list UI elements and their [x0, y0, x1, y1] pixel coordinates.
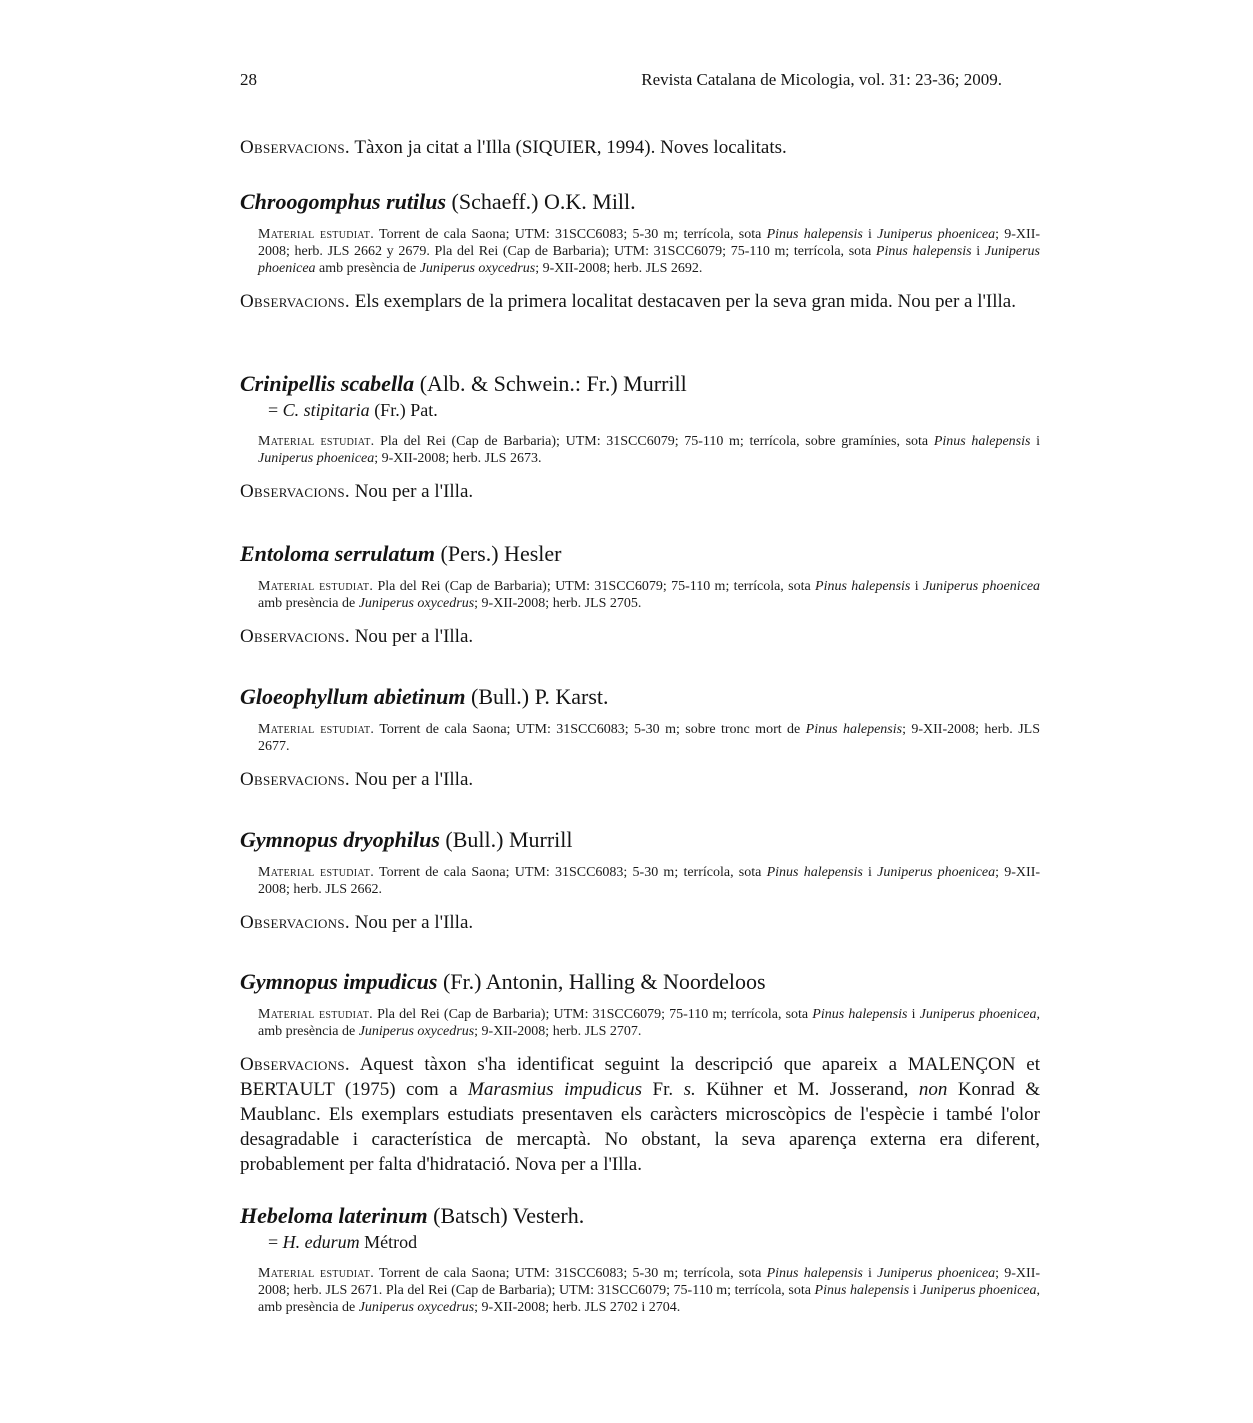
taxon-name: Juniperus phoenicea — [877, 1266, 996, 1281]
material-text: Pla del Rei (Cap de Barbaria); UTM: 31SCC6079; 75-110 m; terrícola, sobre gramínies, sota — [380, 434, 929, 449]
synonym — [268, 400, 1040, 421]
observacions-label: Observacions. — [240, 291, 350, 312]
material-text: i — [914, 579, 919, 594]
species-entry — [240, 188, 1040, 314]
species-title — [240, 683, 1040, 711]
species-name: Chroogomphus rutilus — [240, 189, 447, 214]
material-text: ; 9-XII-2008; herb. JLS 2677. — [258, 722, 1041, 754]
material-text: Pla del Rei (Cap de Barbaria); UTM: 31SCC6079; 75-110 m; terrícola, sota — [377, 579, 811, 594]
material-studied — [258, 1265, 1040, 1316]
material-label: Material estudiat. — [258, 227, 375, 242]
taxon-name: Pinus halepensis — [815, 579, 911, 594]
taxon-name: Pinus halepensis — [814, 1283, 910, 1298]
species-entry — [240, 1202, 1040, 1316]
observations — [240, 289, 1040, 314]
observation-text: Els exemplars de la primera localitat destacaven per la seva gran mida. Nou per a l'Illa. — [354, 291, 1016, 312]
observacions-label: Observacions. — [240, 769, 350, 790]
material-text: ; 9-XII-2008; herb. JLS 2662. — [258, 865, 1041, 897]
taxon-name: Pinus halepensis — [805, 722, 903, 737]
taxon-name: Juniperus phoenicea — [920, 1283, 1037, 1298]
observation-text: s. — [683, 1079, 696, 1100]
material-text: Torrent de cala Saona; UTM: 31SCC6083; 5-30 m; terrícola, sota — [379, 227, 762, 242]
taxon-name: Juniperus phoenicea — [922, 579, 1041, 594]
taxon-name: Juniperus phoenicea — [877, 865, 996, 880]
species-entry — [240, 370, 1040, 504]
species-author: (Bull.) P. Karst. — [471, 684, 609, 709]
material-text: i — [976, 244, 981, 259]
observacions-label: Observacions. — [240, 481, 350, 502]
taxon-name: Juniperus oxycedrus — [358, 1024, 475, 1039]
material-text: i — [868, 1266, 872, 1281]
species-title — [240, 540, 1040, 568]
species-title — [240, 370, 1040, 398]
taxon-name: Juniperus oxycedrus — [358, 596, 475, 611]
material-text: ; 9-XII-2008; herb. JLS 2705. — [474, 596, 642, 611]
material-text: ; 9-XII-2008; herb. JLS 2671. Pla del Rei (Cap de Barbaria); UTM: 31SCC6079; 75-110 m; terrícola, sota — [258, 1266, 1041, 1298]
observacions-label: Observacions. — [240, 137, 350, 158]
material-text: ; 9-XII-2008; herb. JLS 2662 y 2679. Pla del Rei (Cap de Barbaria); UTM: 31SCC6079; 75-110 m; terrícola, sota — [258, 227, 1041, 259]
synonym-author: (Fr.) Pat. — [374, 400, 438, 420]
journal-citation: Revista Catalana de Micologia, vol. 31: 23-36; 2009. — [641, 70, 1002, 89]
species-name: Gymnopus impudicus — [240, 969, 438, 994]
taxon-name: Juniperus oxycedrus — [419, 261, 536, 276]
material-text: amb presència de — [258, 596, 356, 611]
species-author: (Batsch) Vesterh. — [433, 1203, 585, 1228]
material-text: i — [868, 227, 872, 242]
species-author: (Bull.) Murrill — [445, 827, 573, 852]
observations — [240, 624, 1040, 649]
species-name: Hebeloma laterinum — [240, 1203, 428, 1228]
species-entry — [240, 826, 1040, 935]
material-label: Material estudiat. — [258, 1007, 373, 1022]
observation-text: Konrad & Maublanc. Els exemplars estudiats presentaven els caràcters microscòpics de l'espècie i també l'olor desagradable i característica de mercaptà. No obstant, la seva aparença externa era diferent, probablement per falta d'hidratació. Nova per a l'Illa. — [240, 1079, 1041, 1175]
species-title — [240, 968, 1040, 996]
taxon-name: Marasmius impudicus — [468, 1079, 643, 1100]
synonym-mark: = — [268, 1232, 279, 1252]
synonym — [268, 1232, 1040, 1253]
species-name: Gloeophyllum abietinum — [240, 684, 466, 709]
material-text: amb presència de — [319, 261, 417, 276]
material-studied — [258, 1006, 1040, 1040]
species-title — [240, 826, 1040, 854]
material-text: Torrent de cala Saona; UTM: 31SCC6083; 5-30 m; terrícola, sota — [379, 865, 762, 880]
material-label: Material estudiat. — [258, 722, 375, 737]
material-text: i — [911, 1007, 916, 1022]
species-title — [240, 1202, 1040, 1230]
observations — [240, 910, 1040, 935]
species-author: (Schaeff.) O.K. Mill. — [451, 189, 636, 214]
material-studied — [258, 226, 1040, 277]
material-studied — [258, 864, 1040, 898]
observation-text: Nou per a l'Illa. — [354, 481, 474, 502]
material-studied — [258, 578, 1040, 612]
synonym-author: Métrod — [364, 1232, 418, 1252]
observation-text: Nou per a l'Illa. — [354, 769, 474, 790]
observations — [240, 767, 1040, 792]
synonym-name: C. stipitaria — [282, 400, 370, 420]
synonym-mark: = — [268, 400, 279, 420]
material-text: ; 9-XII-2008; herb. JLS 2692. — [535, 261, 703, 276]
material-text: Torrent de cala Saona; UTM: 31SCC6083; 5-30 m; sobre tronc mort de — [379, 722, 801, 737]
material-text: i — [1036, 434, 1041, 449]
taxon-name: Juniperus phoenicea — [258, 451, 375, 466]
observation-text: Nou per a l'Illa. — [354, 912, 474, 933]
synonym-name: H. edurum — [282, 1232, 360, 1252]
observacions-label: Observacions. — [240, 1054, 350, 1075]
taxon-name: Pinus halepensis — [766, 227, 863, 242]
material-text: i — [868, 865, 872, 880]
observation-text: Tàxon ja citat a l'Illa (SIQUIER, 1994). Noves localitats. — [354, 137, 787, 158]
species-author: (Alb. & Schwein.: Fr.) Murrill — [419, 371, 687, 396]
species-author: (Pers.) Hesler — [440, 541, 562, 566]
intro-observations — [240, 135, 1040, 160]
observacions-label: Observacions. — [240, 626, 350, 647]
taxon-name: Pinus halepensis — [766, 865, 863, 880]
taxon-name: Pinus halepensis — [933, 434, 1031, 449]
observation-text: non — [918, 1079, 948, 1100]
material-studied — [258, 433, 1040, 467]
material-label: Material estudiat. — [258, 1266, 375, 1281]
observation-text: Aquest tàxon s'ha identificat seguint la descripció que apareix a MALENÇON et BERTAULT (1975) com a — [240, 1054, 1041, 1100]
material-text: Pla del Rei (Cap de Barbaria); UTM: 31SCC6079; 75-110 m; terrícola, sota — [377, 1007, 809, 1022]
material-label: Material estudiat. — [258, 865, 375, 880]
observations — [240, 1052, 1040, 1177]
observation-text: Fr. — [652, 1079, 674, 1100]
taxon-name: Pinus halepensis — [766, 1266, 863, 1281]
observation-text: Nou per a l'Illa. — [354, 626, 474, 647]
species-entry — [240, 683, 1040, 792]
observacions-label: Observacions. — [240, 912, 350, 933]
species-title — [240, 188, 1040, 216]
taxon-name: Juniperus phoenicea — [877, 227, 996, 242]
running-header — [240, 70, 1002, 100]
taxon-name: Pinus halepensis — [875, 244, 972, 259]
species-name: Crinipellis scabella — [240, 371, 415, 396]
material-label: Material estudiat. — [258, 579, 374, 594]
species-name: Gymnopus dryophilus — [240, 827, 440, 852]
material-text: ; 9-XII-2008; herb. JLS 2707. — [474, 1024, 642, 1039]
material-text: Torrent de cala Saona; UTM: 31SCC6083; 5-30 m; terrícola, sota — [379, 1266, 762, 1281]
taxon-name: Pinus halepensis — [812, 1007, 908, 1022]
taxon-name: Juniperus oxycedrus — [358, 1300, 475, 1315]
material-text: , amb presència de — [258, 1007, 1040, 1039]
material-text: i — [912, 1283, 917, 1298]
material-text: ; 9-XII-2008; herb. JLS 2673. — [374, 451, 542, 466]
material-studied — [258, 721, 1040, 755]
material-text: , amb presència de — [258, 1283, 1041, 1315]
page-number: 28 — [240, 70, 257, 89]
observations — [240, 479, 1040, 504]
species-name: Entoloma serrulatum — [240, 541, 436, 566]
taxon-name: Juniperus phoenicea — [258, 244, 1040, 276]
observation-text: Kühner et M. Josserand, — [706, 1079, 909, 1100]
material-label: Material estudiat. — [258, 434, 375, 449]
material-text: ; 9-XII-2008; herb. JLS 2702 i 2704. — [474, 1300, 681, 1315]
species-author: (Fr.) Antonin, Halling & Noordeloos — [442, 969, 766, 994]
taxon-name: Juniperus phoenicea — [919, 1007, 1037, 1022]
species-entry — [240, 968, 1040, 1177]
species-entry — [240, 540, 1040, 649]
